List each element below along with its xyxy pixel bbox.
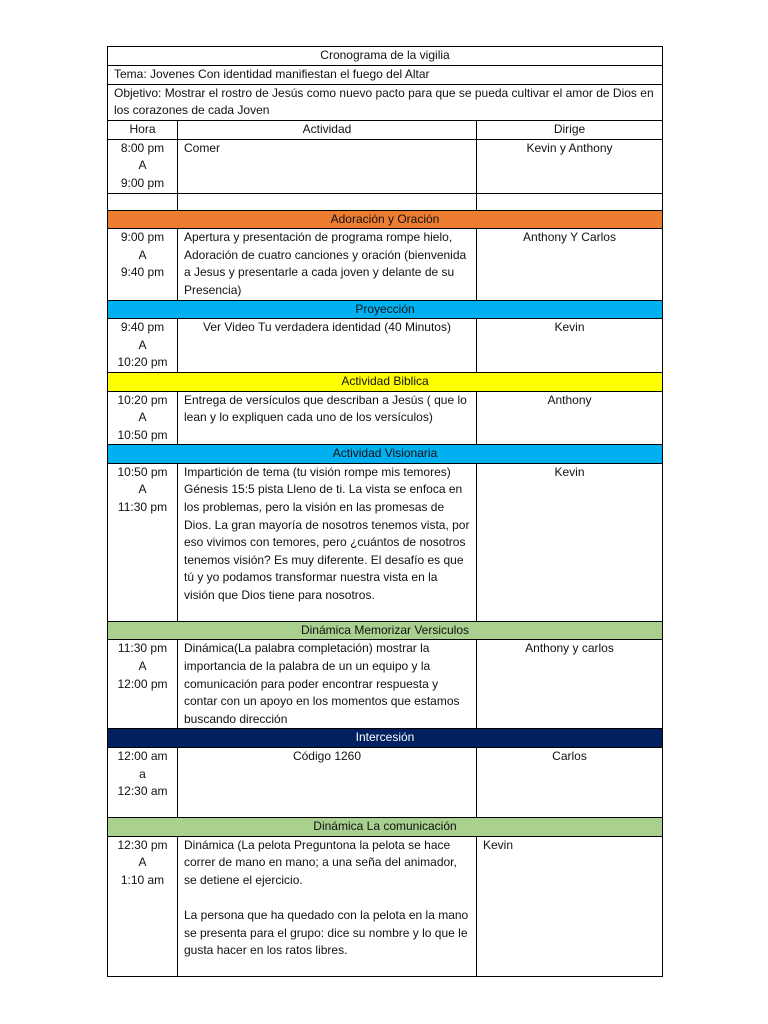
- actividad-paragraph-1: Dinámica (La pelota Preguntona la pelota se hace correr de mano en mano; a una seña del animador, se detiene el ejercicio.: [184, 837, 457, 887]
- hora-sep: A: [138, 659, 147, 674]
- table-row: [108, 463, 663, 621]
- hora-cell: [108, 391, 178, 445]
- table-row: [108, 391, 663, 445]
- section-row: [108, 372, 663, 391]
- actividad-paragraph-2: La persona que ha quedado con la pelota en la mano se presenta para el grupo: dice su nombre y lo que le gusta hacer en los ratos libres.: [184, 908, 469, 958]
- table-row: [108, 319, 663, 373]
- empty-row: [108, 193, 663, 210]
- schedule-title: Cronograma de la vigilia: [108, 47, 663, 66]
- table-row: [108, 836, 663, 976]
- section-proyeccion: Proyección: [108, 300, 663, 319]
- hora-cell: [108, 836, 178, 976]
- hora-start: 9:00 pm: [120, 230, 165, 245]
- hora-sep: a: [139, 766, 146, 781]
- hora-sep: A: [138, 482, 147, 497]
- section-row: [108, 210, 663, 229]
- hora-start: 9:40 pm: [120, 320, 165, 335]
- hora-sep: A: [138, 410, 147, 425]
- hora-end: 12:30 am: [117, 784, 168, 799]
- hora-sep: A: [138, 247, 147, 262]
- table-row: [108, 640, 663, 729]
- section-memorizar: Dinámica Memorizar Versiculos: [108, 621, 663, 640]
- table-row: [108, 139, 663, 193]
- actividad-cell: [178, 836, 477, 976]
- dirige-cell: Anthony Y Carlos: [477, 229, 663, 300]
- hora-start: 12:30 pm: [117, 837, 168, 852]
- hora-start: 10:50 pm: [117, 464, 168, 479]
- dirige-cell: Kevin: [477, 463, 663, 621]
- tema-row: Tema: Jovenes Con identidad manifiestan el fuego del Altar: [108, 66, 663, 85]
- hora-cell: [108, 139, 178, 193]
- hora-cell: [108, 319, 178, 373]
- dirige-cell: Anthony: [477, 391, 663, 445]
- hora-cell: [108, 463, 178, 621]
- section-comunicacion: Dinámica La comunicación: [108, 818, 663, 837]
- hora-end: 10:20 pm: [117, 355, 168, 370]
- hora-end: 1:10 am: [120, 872, 165, 887]
- header-actividad: Actividad: [178, 120, 477, 139]
- section-visionaria: Actividad Visionaria: [108, 445, 663, 464]
- section-row: [108, 729, 663, 748]
- actividad-cell: Código 1260: [178, 748, 477, 818]
- hora-end: 9:00 pm: [120, 175, 165, 190]
- hora-start: 8:00 pm: [120, 140, 165, 155]
- hora-sep: A: [138, 855, 147, 870]
- section-biblica: Actividad Biblica: [108, 372, 663, 391]
- actividad-cell: Comer: [178, 139, 477, 193]
- actividad-cell: Entrega de versículos que describan a Jesús ( que lo lean y lo expliquen cada uno de los versículos): [178, 391, 477, 445]
- hora-cell: [108, 748, 178, 818]
- table-row: [108, 748, 663, 818]
- hora-end: 10:50 pm: [117, 427, 168, 442]
- hora-sep: A: [138, 158, 147, 173]
- section-row: [108, 818, 663, 837]
- actividad-cell: Impartición de tema (tu visión rompe mis temores) Génesis 15:5 pista Lleno de ti. La vista se enfoca en los problemas, pero la visión en las promesas de Dios. La gran mayoría de nosotros tenemos vista, por eso vivimos con temores, pero ¿cuántos de nosotros tenemos visión? Es muy diferente. El desafío es que tú y yo podamos transformar nuestra vista en la visión que Dios tiene para nosotros.: [178, 463, 477, 621]
- dirige-cell: Kevin: [477, 836, 663, 976]
- hora-end: 12:00 pm: [117, 676, 168, 691]
- header-hora: Hora: [108, 120, 178, 139]
- hora-end: 9:40 pm: [120, 265, 165, 280]
- hora-start: 11:30 pm: [117, 641, 168, 656]
- hora-start: 12:00 am: [117, 749, 168, 764]
- vigilia-schedule-table: [107, 46, 663, 977]
- dirige-cell: Kevin: [477, 319, 663, 373]
- section-row: [108, 445, 663, 464]
- section-row: [108, 621, 663, 640]
- hora-start: 10:20 pm: [117, 392, 168, 407]
- dirige-cell: Carlos: [477, 748, 663, 818]
- header-dirige: Dirige: [477, 120, 663, 139]
- actividad-cell: Ver Video Tu verdadera identidad (40 Minutos): [178, 319, 477, 373]
- dirige-cell: Kevin y Anthony: [477, 139, 663, 193]
- actividad-cell: Dinámica(La palabra completación) mostrar la importancia de la palabra de un un equipo y la comunicación para poder encontrar respuesta y contar con un apoyo en los momentos que estamos buscando dirección: [178, 640, 477, 729]
- hora-cell: [108, 640, 178, 729]
- hora-cell: [108, 229, 178, 300]
- actividad-cell: Apertura y presentación de programa rompe hielo, Adoración de cuatro canciones y oración (bienvenida a Jesus y presentarle a cada joven y delante de su Presencia): [178, 229, 477, 300]
- dirige-cell: Anthony y carlos: [477, 640, 663, 729]
- section-intercesion: Intercesión: [108, 729, 663, 748]
- section-row: [108, 300, 663, 319]
- section-adoracion: Adoración y Oración: [108, 210, 663, 229]
- hora-sep: A: [138, 337, 147, 352]
- hora-end: 11:30 pm: [117, 500, 168, 515]
- table-row: [108, 229, 663, 300]
- objetivo-row: Objetivo: Mostrar el rostro de Jesús como nuevo pacto para que se pueda cultivar el amor de Dios en los corazones de cada Joven: [108, 84, 663, 120]
